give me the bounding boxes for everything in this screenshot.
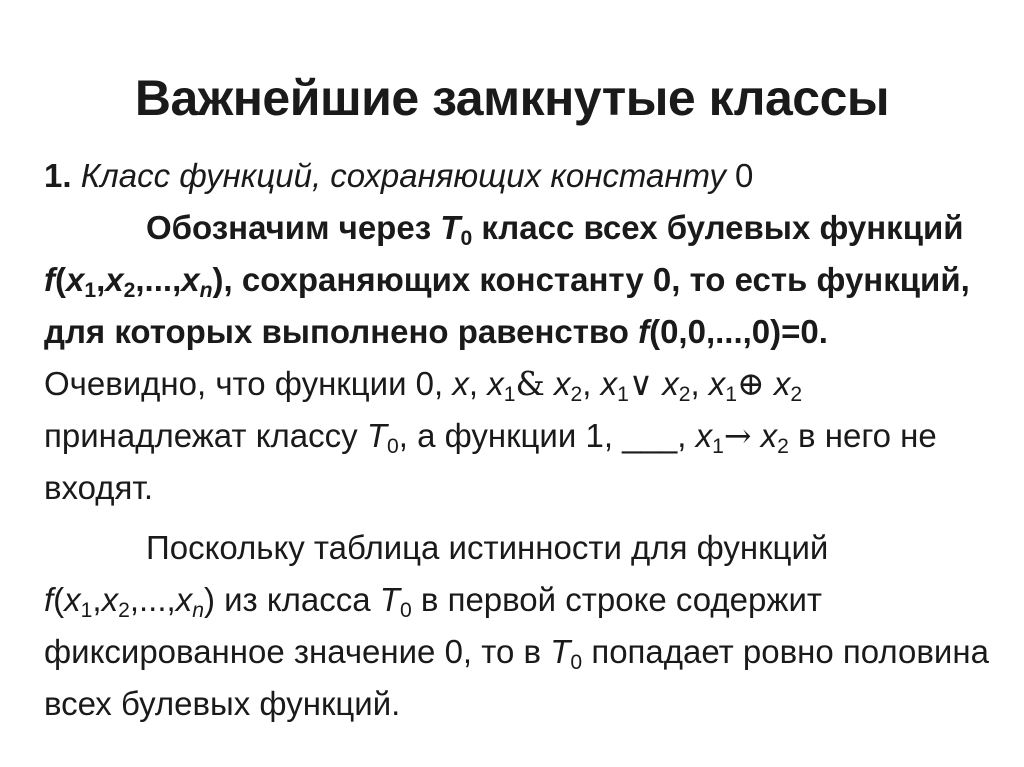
subscript: 2 [118, 598, 130, 622]
subscript: 2 [678, 382, 691, 406]
symbol-f: f [638, 313, 650, 350]
subscript: 0 [460, 226, 473, 250]
separator: , [690, 365, 709, 402]
and-operator: & [515, 364, 545, 403]
section-heading-text: Класс функций, сохраняющих константу [80, 157, 726, 194]
or-operator: ∨ [628, 364, 654, 403]
paren: ) [203, 581, 215, 618]
symbol-x: x [773, 365, 791, 402]
slide-title: Важнейшие замкнутые классы [134, 70, 890, 126]
ellipsis: ,..., [135, 261, 182, 298]
symbol-x: x [662, 365, 679, 402]
text-run: (0,0,...,0)=0. [649, 313, 828, 350]
subscript: 1 [80, 598, 93, 622]
text-run: принадлежат классу [44, 417, 367, 454]
subscript: 2 [790, 382, 803, 406]
symbol-x: x [600, 365, 618, 402]
text-run: класс всех булевых функций [472, 209, 964, 246]
symbol-x: x [64, 581, 81, 618]
text-run: Поскольку таблица истинности для функций [146, 529, 829, 566]
symbol-x: x [708, 365, 726, 402]
text-run: Обозначим через [146, 209, 441, 246]
symbol-f: f [44, 261, 55, 298]
symbol-t: T [550, 633, 571, 670]
symbol-t: T [379, 581, 400, 618]
subscript: 1 [84, 278, 97, 302]
symbol-x: x [181, 261, 200, 298]
symbol-x: x [554, 365, 571, 402]
subscript: 2 [777, 434, 789, 458]
subscript: 0 [570, 650, 583, 674]
subscript: 1 [725, 382, 738, 406]
symbol-x: x [101, 581, 119, 618]
symbol-x: x [105, 261, 124, 298]
ellipsis: ,..., [129, 581, 176, 618]
symbol-x: x [760, 417, 778, 454]
comma: , [96, 261, 106, 298]
subscript: 2 [570, 382, 583, 406]
section-heading [44, 150, 994, 202]
subscript: n [199, 278, 213, 302]
paren: ( [55, 261, 66, 298]
paren: ) [212, 261, 224, 298]
symbol-x: x [452, 365, 469, 402]
implication-arrow: → [723, 416, 752, 455]
text-run: попадает ровно половина всех булевых функций. [44, 633, 989, 722]
symbol-f: f [44, 581, 54, 618]
section-heading-tail: 0 [725, 157, 754, 194]
subscript: 1 [503, 382, 516, 406]
symbol-t: T [366, 417, 387, 454]
comma: , [92, 581, 102, 618]
slide-body [44, 150, 994, 730]
section-number: 1. [44, 157, 72, 194]
separator: , [468, 365, 488, 402]
text-run: , а функции 1, ___, [398, 417, 696, 454]
subscript: n [192, 598, 204, 622]
symbol-x: x [175, 581, 193, 618]
paragraph-truth-table [44, 522, 994, 730]
text-run: , сохраняющих константу 0, то есть функций, для которых выполнено равенство [44, 261, 970, 350]
symbol-t: T [440, 209, 461, 246]
text-run: в него не входят. [44, 417, 937, 506]
text-run: из класса [214, 581, 380, 618]
subscript: 0 [386, 434, 399, 458]
subscript: 0 [399, 598, 412, 622]
text-run: в первой строке содержит фиксированное значение 0, то в [44, 581, 822, 670]
paren: ( [53, 581, 65, 618]
symbol-x: x [487, 365, 504, 402]
separator: , [582, 365, 601, 402]
subscript: 1 [617, 382, 629, 406]
paragraph-definition [44, 202, 994, 514]
xor-operator: ⊕ [737, 364, 765, 403]
text-run: Очевидно, что функции 0, [44, 365, 444, 402]
subscript: 2 [123, 278, 136, 302]
symbol-x: x [66, 261, 85, 298]
symbol-x: x [695, 417, 713, 454]
subscript: 1 [712, 434, 724, 458]
